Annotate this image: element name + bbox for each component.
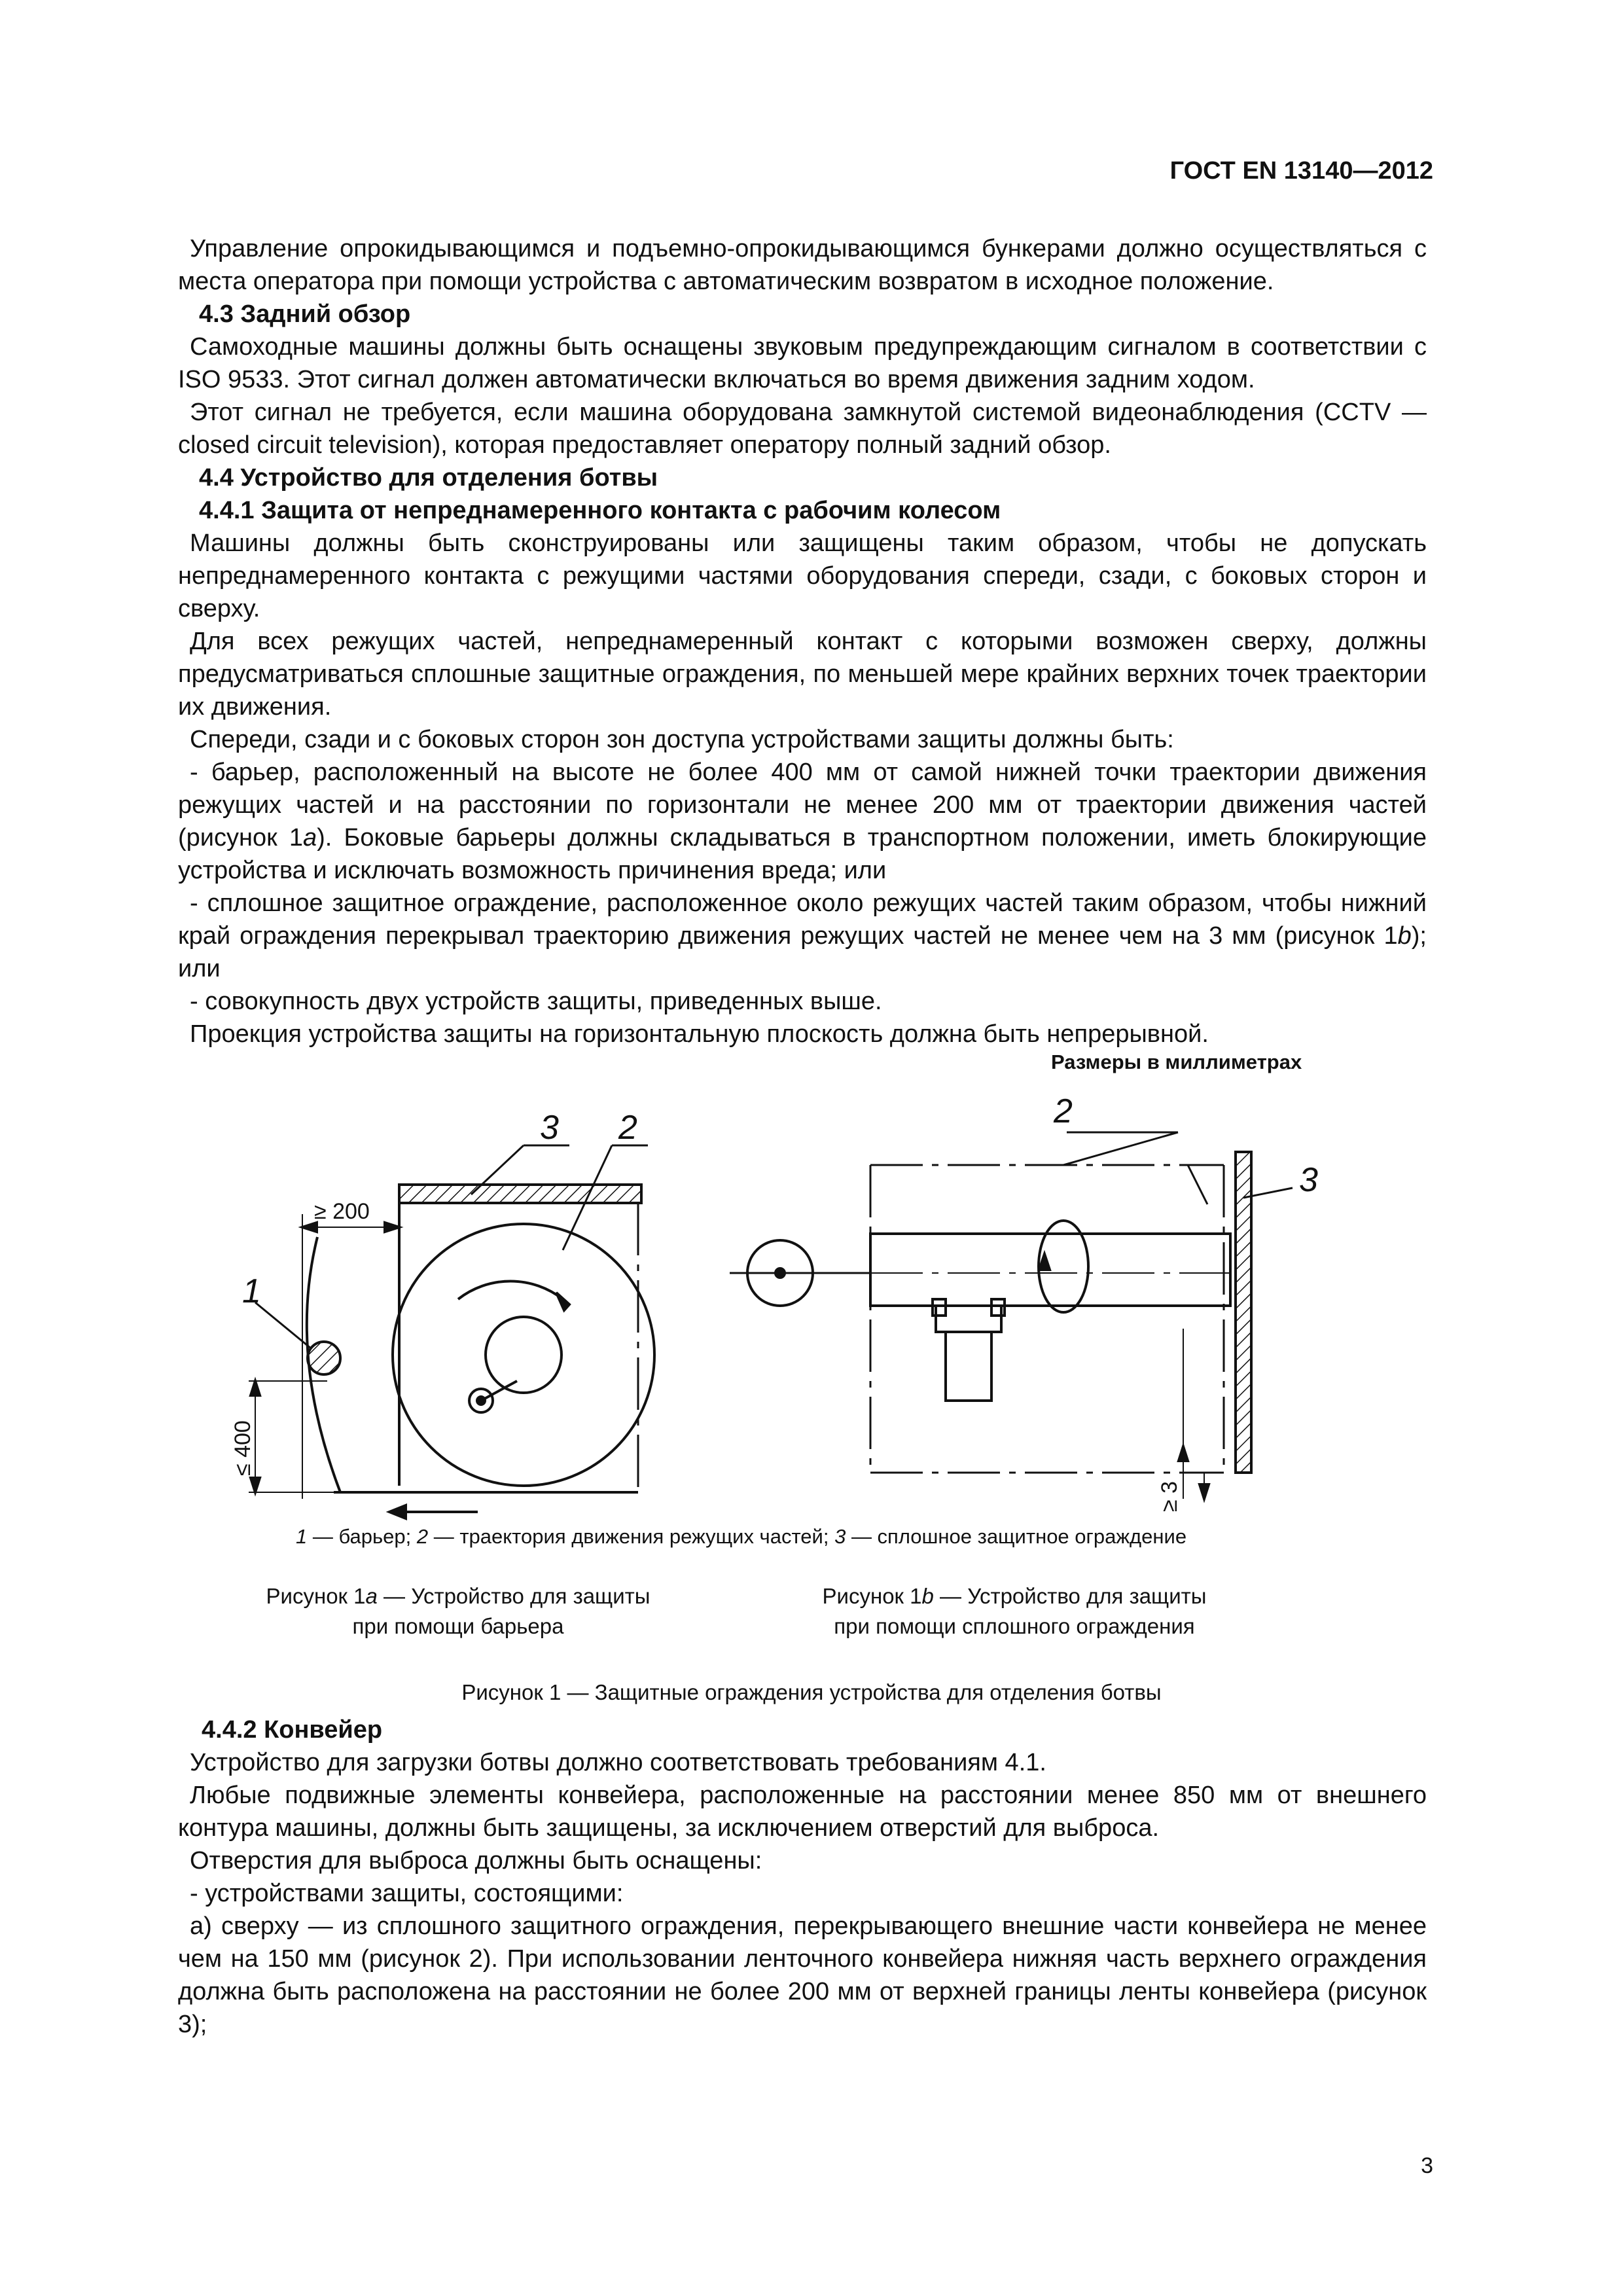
paragraph: Спереди, сзади и с боковых сторон зон доступа устройствами защиты должны быть: bbox=[190, 726, 1174, 753]
page-header-standard: ГОСТ EN 13140—2012 bbox=[1169, 157, 1433, 185]
caption-figure-1a: Рисунок 1a — Устройство для защиты при помощи барьера bbox=[266, 1584, 651, 1638]
label-2-fig-1a: 2 bbox=[618, 1109, 637, 1147]
barrier-cross-section bbox=[308, 1342, 340, 1374]
dim-3-label: ≥ 3 bbox=[1157, 1480, 1182, 1512]
page-number: 3 bbox=[1421, 2153, 1433, 2178]
figure-1b-drawing bbox=[730, 1132, 1293, 1499]
figure-1a-drawing bbox=[249, 1145, 654, 1518]
paragraph: Этот сигнал не требуется, если машина оборудована замкнутой системой видеонаблюдения (CCTV — closed circuit television), которая предоставляет оператору полный задний обзор. bbox=[178, 399, 1427, 459]
solid-guard-top bbox=[399, 1185, 641, 1203]
paragraph: - устройствами защиты, состоящими: bbox=[190, 1880, 624, 1907]
dimensions-note: Размеры в миллиметрах bbox=[1051, 1050, 1302, 1073]
hub-circle bbox=[486, 1317, 562, 1393]
list-item-guard: - сплошное защитное ограждение, расположенное около режущих частей таким образом, чтобы нижний край ограждения перекрывал траекторию движения режущих частей не менее чем на 3 мм (рисунок 1b); или bbox=[178, 889, 1427, 982]
cutting-trajectory bbox=[393, 1224, 654, 1486]
paragraph: Проекция устройства защиты на горизонтальную плоскость должна быть непрерывной. bbox=[190, 1020, 1209, 1048]
figure-legend: 1 — барьер; 2 — траектория движения режущих частей; 3 — сплошное защитное ограждение bbox=[296, 1525, 1187, 1548]
caption-figure-1b: Рисунок 1b — Устройство для защиты при помощи сплошного ограждения bbox=[822, 1584, 1207, 1638]
dim-200-label: ≥ 200 bbox=[314, 1199, 370, 1224]
list-item-barrier: - барьер, расположенный на высоте не более 400 мм от самой нижней точки траектории движения режущих частей и на расстоянии по горизонтали не менее 200 мм от траектории движения частей (рисунок 1a). Боковые барьеры должны складываться в транспортном положении, иметь блокирующие устройства и исключать возможность причинения вреда; или bbox=[178, 759, 1427, 884]
paragraph: а) сверху — из сплошного защитного ограждения, перекрывающего внешние части конвейера не менее чем на 150 мм (рисунок 2). При использовании ленточного конвейера нижняя часть верхнего ограждения должна быть расположена на расстоянии не более 200 мм от верхней границы ленты конвейера (рисунок 3); bbox=[178, 1912, 1427, 2038]
caption-figure-1: Рисунок 1 — Защитные ограждения устройства для отделения ботвы bbox=[461, 1680, 1162, 1704]
paragraph: Отверстия для выброса должны быть оснащены: bbox=[190, 1847, 762, 1874]
list-item-combination: - совокупность двух устройств защиты, приведенных выше. bbox=[190, 988, 882, 1015]
paragraph: Управление опрокидывающимся и подъемно-опрокидывающимся бункерами должно осуществляться с места оператора при помощи устройства с автоматическим возвратом в исходное положение. bbox=[178, 235, 1427, 295]
paragraph: Устройство для загрузки ботвы должно соответствовать требованиям 4.1. bbox=[190, 1749, 1046, 1776]
label-2-fig-1b: 2 bbox=[1054, 1092, 1073, 1130]
figure-1-drawing bbox=[0, 1041, 1623, 1564]
heading-4-4: 4.4 Устройство для отделения ботвы bbox=[199, 464, 658, 492]
section-main-text bbox=[178, 232, 1427, 1050]
section-conveyor-text bbox=[178, 1713, 1427, 2041]
paragraph: Самоходные машины должны быть оснащены звуковым предупреждающим сигналом в соответствии с ISO 9533. Этот сигнал должен автоматически включаться во время движения задним ходом. bbox=[178, 333, 1427, 393]
rotation-arrow bbox=[458, 1281, 563, 1299]
heading-4-3: 4.3 Задний обзор bbox=[199, 300, 411, 328]
paragraph: Для всех режущих частей, непреднамеренный контакт с которыми возможен сверху, должны предусматриваться сплошные защитные ограждения, по меньшей мере крайних верхних точек траектории их движения. bbox=[178, 628, 1427, 721]
label-3-fig-1b: 3 bbox=[1299, 1161, 1318, 1199]
paragraph: Любые подвижные элементы конвейера, расположенные на расстоянии менее 850 мм от внешнего контура машины, должны быть защищены, за исключением отверстий для выброса. bbox=[178, 1782, 1427, 1842]
solid-guard-side bbox=[1236, 1152, 1251, 1473]
dim-400-label: ≤ 400 bbox=[230, 1420, 255, 1476]
label-1-fig-1a: 1 bbox=[242, 1272, 261, 1310]
heading-4-4-2: 4.4.2 Конвейер bbox=[202, 1716, 383, 1744]
paragraph: Машины должны быть сконструированы или защищены таким образом, чтобы не допускать непреднамеренного контакта с режущими частями оборудования спереди, сзади, с боковых сторон и сверху. bbox=[178, 529, 1427, 622]
label-3-fig-1a: 3 bbox=[540, 1109, 559, 1147]
heading-4-4-1: 4.4.1 Защита от непреднамеренного контакта с рабочим колесом bbox=[199, 497, 1001, 524]
